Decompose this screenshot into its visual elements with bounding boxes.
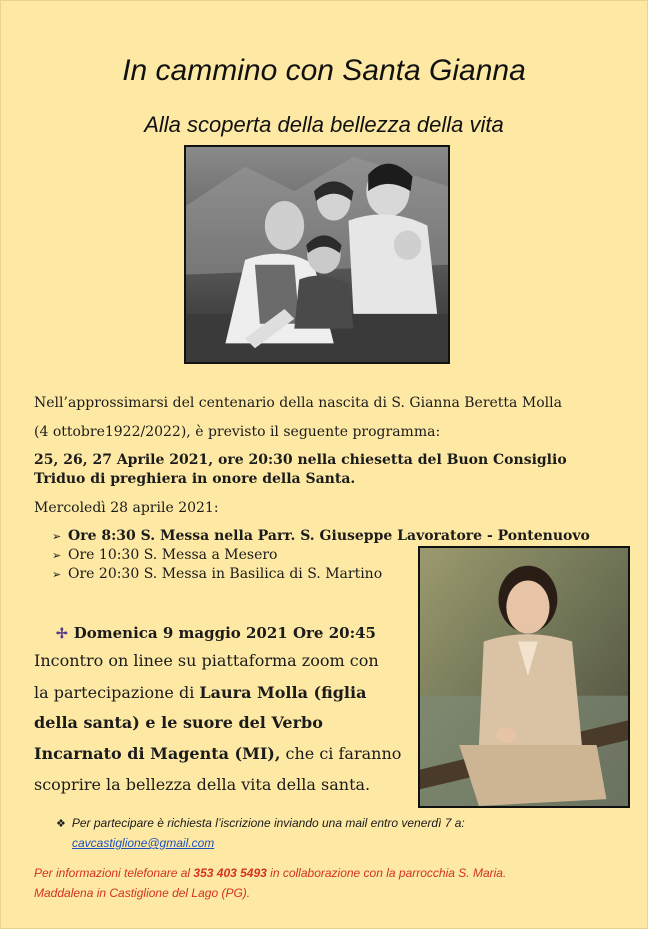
- arrow-bullet-icon: ➢: [52, 568, 62, 581]
- email-link[interactable]: cavcastiglione@gmail.com: [72, 836, 215, 850]
- sunday-heading: ✢ Domenica 9 maggio 2021 Ore 20:45: [56, 624, 376, 642]
- page-subtitle: Alla scoperta della bellezza della vita: [144, 112, 504, 137]
- wednesday-label: Mercoledì 28 aprile 2021:: [34, 500, 219, 516]
- info-line-2: Maddalena in Castiglione del Lago (PG).: [34, 886, 251, 900]
- online-line-3: della santa) e le suore del Verbo: [34, 713, 323, 732]
- online-line-5: scoprire la bellezza della vita della santa.: [34, 775, 371, 794]
- diamond-bullet-icon: ❖: [56, 818, 66, 830]
- list-item: ➢ Ore 8:30 S. Messa nella Parr. S. Giuseppe Lavoratore - Pontenuovo: [52, 528, 590, 544]
- triduum-line-1: 25, 26, 27 Aprile 2021, ore 20:30 nella chiesetta del Buon Consiglio: [34, 452, 567, 468]
- arrow-bullet-icon: ➢: [52, 549, 62, 562]
- online-line-2: la partecipazione di Laura Molla (figlia: [34, 683, 367, 702]
- online-line-4: Incarnato di Magenta (MI), che ci faranno: [34, 744, 402, 763]
- list-item: ➢ Ore 20:30 S. Messa in Basilica di S. Martino: [52, 566, 383, 582]
- online-line-1: Incontro on linee su piattaforma zoom con: [34, 651, 379, 670]
- intro-line-1: Nell’approssimarsi del centenario della nascita di S. Gianna Beretta Molla: [34, 395, 562, 411]
- intro-line-2: (4 ottobre1922/2022), è previsto il seguente programma:: [34, 424, 441, 440]
- portrait-photo: [418, 546, 630, 808]
- registration-note: ❖ Per partecipare è richiesta l’iscrizione inviando una mail entro venerdì 7 a:: [56, 816, 465, 830]
- cross-icon: ✢: [56, 626, 68, 642]
- family-photo: [184, 145, 450, 364]
- list-item: ➢ Ore 10:30 S. Messa a Mesero: [52, 547, 278, 563]
- triduum-line-2: Triduo di preghiera in onore della Santa.: [34, 471, 356, 487]
- info-line-1: Per informazioni telefonare al 353 403 5493 in collaborazione con la parrocchia S. Maria.: [34, 866, 507, 880]
- arrow-bullet-icon: ➢: [52, 530, 62, 543]
- page-title: In cammino con Santa Gianna: [122, 54, 526, 87]
- phone-number[interactable]: 353 403 5493: [193, 866, 267, 880]
